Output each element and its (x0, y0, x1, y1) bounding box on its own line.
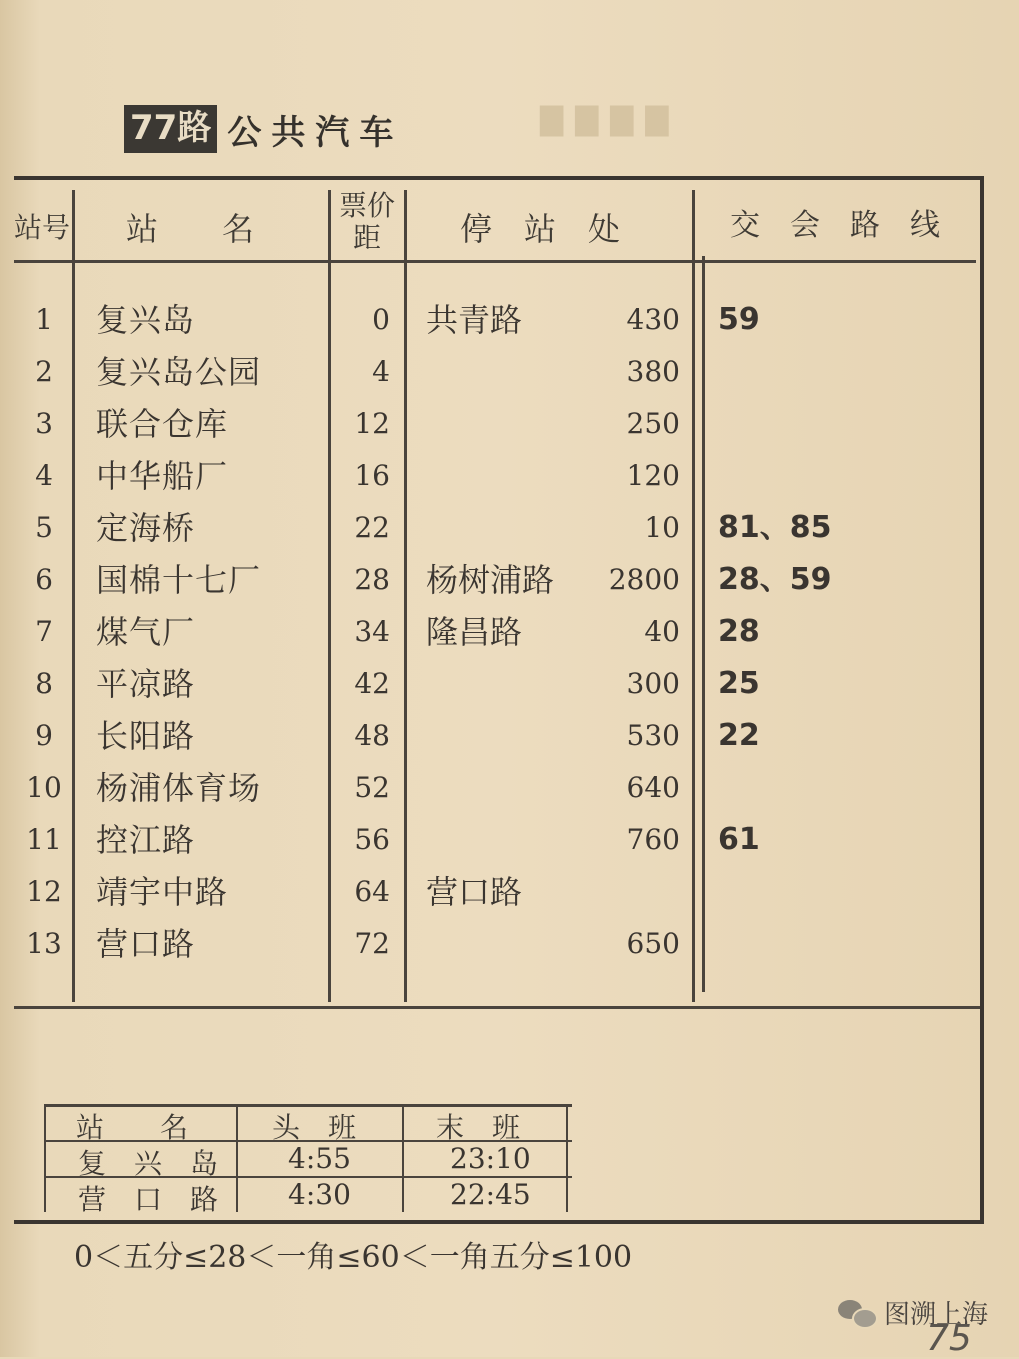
table-row (0, 814, 1019, 866)
station-name: 定海桥 (96, 509, 196, 547)
header-connecting-routes: 交 会 路 线 (730, 208, 940, 243)
station-name: 联合仓库 (96, 405, 229, 443)
station-number: 8 (35, 667, 53, 700)
schedule-first-bus-time: 4:30 (288, 1178, 351, 1211)
stop-distance: 530 (626, 719, 680, 752)
table-row (0, 398, 1019, 450)
fare-distance: 0 (372, 303, 390, 336)
wechat-icon (838, 1298, 876, 1328)
table-row (0, 502, 1019, 554)
bleed-through-ghost: ▇▇▇▇ (540, 102, 681, 137)
connecting-routes: 25 (718, 666, 760, 701)
header-fare-distance: 票价距 (338, 189, 395, 254)
stop-distance: 40 (644, 615, 680, 648)
fare-distance: 34 (354, 615, 390, 648)
station-number: 10 (26, 771, 62, 804)
stop-location: 共青路 (426, 301, 523, 339)
stop-distance: 430 (626, 303, 680, 336)
station-name: 复兴岛公园 (96, 353, 262, 391)
stop-distance: 640 (626, 771, 680, 804)
station-number: 2 (35, 355, 53, 388)
fare-distance: 48 (354, 719, 390, 752)
fare-distance: 72 (354, 927, 390, 960)
schedule-header-first-bus: 头 班 (272, 1111, 357, 1144)
station-number: 12 (26, 875, 62, 908)
schedule-last-bus-time: 23:10 (450, 1142, 531, 1175)
fare-distance: 42 (354, 667, 390, 700)
fare-distance: 22 (354, 511, 390, 544)
schedule-col-rule-1 (236, 1104, 238, 1212)
station-number: 3 (35, 407, 53, 440)
station-name: 杨浦体育场 (96, 769, 262, 807)
station-name: 国棉十七厂 (96, 561, 262, 599)
station-number: 11 (26, 823, 62, 856)
header-stop-location: 停 站 处 (460, 210, 621, 248)
page-number: 75 (926, 1318, 972, 1359)
station-name: 复兴岛 (96, 301, 196, 339)
stop-distance: 250 (626, 407, 680, 440)
title-label: 公共汽车 (227, 112, 404, 153)
station-number: 1 (35, 303, 53, 336)
schedule-header-last-bus: 末 班 (436, 1111, 521, 1144)
schedule-station-name: 复 兴 岛 (78, 1147, 219, 1180)
station-number: 9 (35, 719, 53, 752)
station-name: 控江路 (96, 821, 196, 859)
body-end-rule (14, 1006, 980, 1009)
connecting-routes: 28 (718, 614, 760, 649)
fare-distance: 4 (372, 355, 390, 388)
connecting-routes: 61 (718, 822, 760, 857)
station-name: 中华船厂 (96, 457, 229, 495)
station-name: 煤气厂 (96, 613, 196, 651)
table-row (0, 450, 1019, 502)
station-name: 靖宇中路 (96, 873, 229, 911)
stop-distance: 300 (626, 667, 680, 700)
station-name: 营口路 (96, 925, 196, 963)
schedule-first-bus-time: 4:55 (288, 1142, 351, 1175)
header-rule (14, 260, 976, 263)
fare-distance: 16 (354, 459, 390, 492)
schedule-right-rule (566, 1104, 568, 1212)
fare-distance: 64 (354, 875, 390, 908)
table-row (0, 346, 1019, 398)
watermark-text: 图溯上海 (884, 1300, 989, 1330)
station-name: 平凉路 (96, 665, 196, 703)
schedule-left-rule (44, 1104, 46, 1212)
fare-distance: 28 (354, 563, 390, 596)
stop-distance: 380 (626, 355, 680, 388)
connecting-routes: 22 (718, 718, 760, 753)
stop-location: 营口路 (426, 873, 523, 911)
connecting-routes: 81、85 (718, 510, 832, 545)
station-number: 6 (35, 563, 53, 596)
fare-distance: 52 (354, 771, 390, 804)
stop-distance: 650 (626, 927, 680, 960)
station-name: 长阳路 (96, 717, 196, 755)
stop-location: 隆昌路 (426, 613, 523, 651)
table-row (0, 710, 1019, 762)
station-number: 13 (26, 927, 62, 960)
station-number: 5 (35, 511, 53, 544)
table-row (0, 762, 1019, 814)
schedule-station-name: 营 口 路 (78, 1183, 219, 1216)
fare-scale-note: 0＜五分≤28＜一角≤60＜一角五分≤100 (74, 1240, 633, 1275)
page-title (124, 104, 403, 154)
table-row (0, 918, 1019, 970)
fare-distance: 56 (354, 823, 390, 856)
station-number: 7 (35, 615, 53, 648)
schedule-table (44, 1104, 572, 1216)
stop-distance: 760 (626, 823, 680, 856)
schedule-header-station: 站 名 (76, 1111, 189, 1144)
schedule-last-bus-time: 22:45 (450, 1178, 531, 1211)
table-row (0, 606, 1019, 658)
stop-location: 杨树浦路 (426, 561, 555, 599)
table-row (0, 294, 1019, 346)
stop-distance: 120 (626, 459, 680, 492)
fare-distance: 12 (354, 407, 390, 440)
table-row (0, 554, 1019, 606)
connecting-routes: 59 (718, 302, 760, 337)
header-station-no: 站号 (14, 211, 71, 244)
schedule-col-rule-2 (402, 1104, 404, 1212)
station-number: 4 (35, 459, 53, 492)
stop-distance: 2800 (608, 563, 680, 596)
connecting-routes: 28、59 (718, 562, 832, 597)
table-row (0, 866, 1019, 918)
table-row (0, 658, 1019, 710)
stop-distance: 10 (644, 511, 680, 544)
header-station-name: 站 名 (126, 210, 255, 248)
route-badge: 77路 (124, 105, 217, 153)
